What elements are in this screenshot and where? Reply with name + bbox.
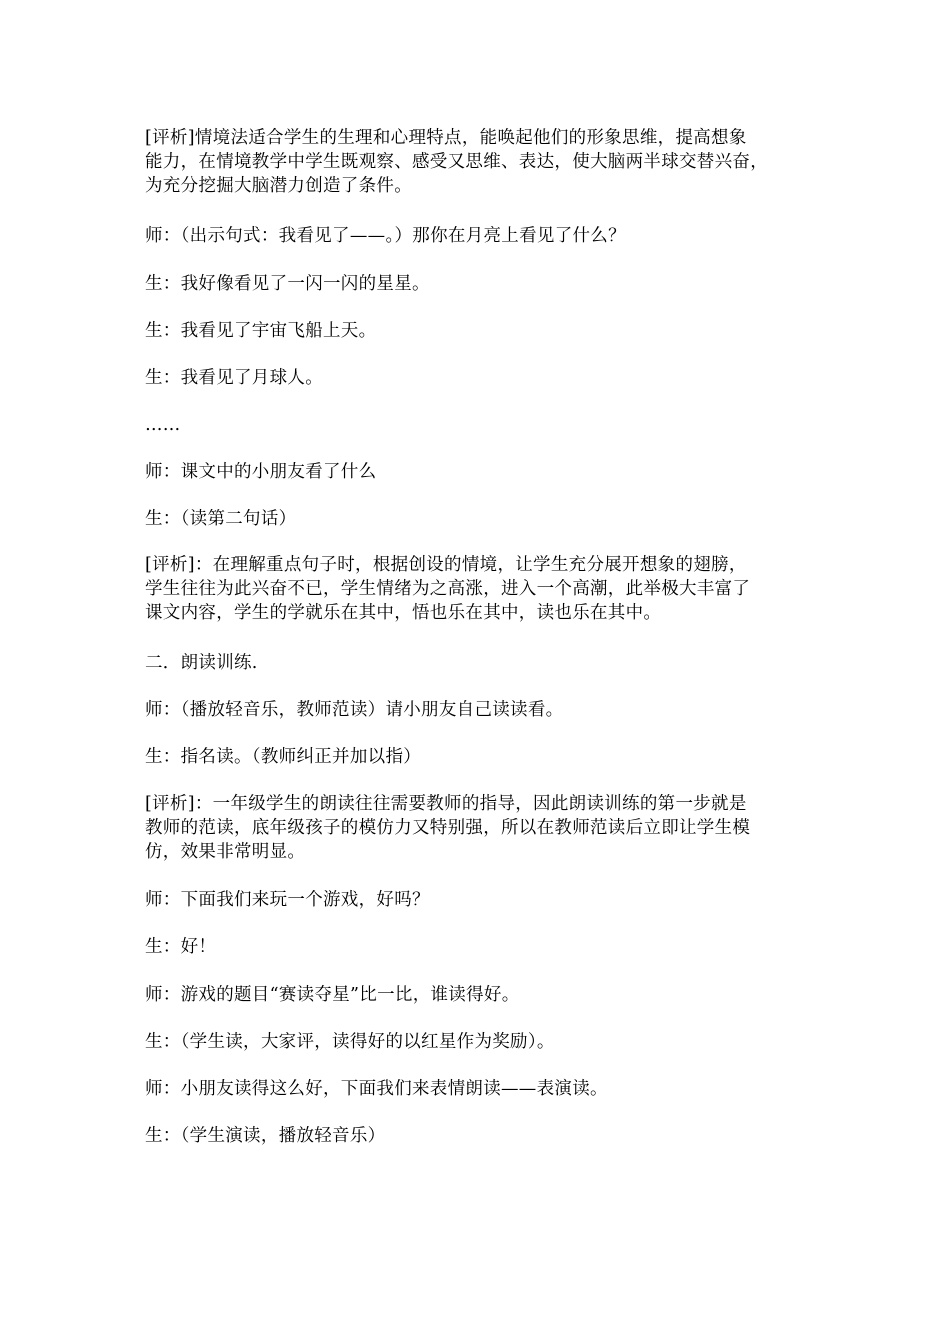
- dialogue-line: [145, 698, 815, 722]
- text-line: 师：小朋友读得这么好，下面我们来表情朗读——表演读。: [145, 1079, 608, 1099]
- dialogue-line: [145, 1124, 815, 1148]
- text-line: 生：指名读。（教师纠正并加以指）: [145, 747, 422, 767]
- dialogue-line: [145, 507, 815, 531]
- dialogue-line: [145, 745, 815, 769]
- text-line: 生：（学生读，大家评，读得好的以红星作为奖励）。: [145, 1032, 555, 1052]
- dialogue-line: [145, 1077, 815, 1101]
- text-line: [评析]：在理解重点句子时，根据创设的情境，让学生充分展开想象的翅膀，: [145, 555, 747, 575]
- commentary-paragraph: [145, 553, 815, 625]
- text-line: 学生往往为此兴奋不已，学生情绪为之高涨，进入一个高潮，此举极大丰富了: [145, 579, 751, 599]
- dialogue-line: [145, 460, 815, 484]
- ellipsis-line: [145, 413, 815, 437]
- text-line: [评析]：一年级学生的朗读往往需要教师的指导，因此朗读训练的第一步就是: [145, 794, 747, 814]
- text-line: 生：我好像看见了一闪一闪的星星。: [145, 274, 430, 294]
- text-line: 生：（学生演读，播放轻音乐）: [145, 1126, 386, 1146]
- dialogue-line: [145, 366, 815, 390]
- text-line: 师：（播放轻音乐，教师范读）请小朋友自己读读看。: [145, 700, 564, 720]
- text-line: [评析]情境法适合学生的生理和心理特点，能唤起他们的形象思维，提高想象: [145, 128, 747, 148]
- text-line: 生：好！: [145, 937, 217, 957]
- text-line: 课文内容，学生的学就乐在其中，悟也乐在其中，读也乐在其中。: [145, 603, 662, 623]
- text-line: ……: [145, 415, 181, 435]
- dialogue-line: [145, 224, 815, 248]
- text-line: 师：（出示句式：我看见了——。）那你在月亮上看见了什么？: [145, 226, 626, 246]
- dialogue-line: [145, 935, 815, 959]
- text-line: 能力，在情境教学中学生既观察、感受又思维、表达，使大脑两半球交替兴奋，: [145, 152, 768, 172]
- dialogue-line: [145, 272, 815, 296]
- dialogue-line: [145, 319, 815, 343]
- text-line: 师：课文中的小朋友看了什么: [145, 462, 377, 482]
- commentary-paragraph: [145, 792, 815, 864]
- text-line: 生：我看见了月球人。: [145, 368, 323, 388]
- text-line: 师：游戏的题目“赛读夺星”比一比，谁读得好。: [145, 985, 520, 1005]
- text-line: 二．朗读训练.: [145, 653, 258, 673]
- text-line: 为充分挖掘大脑潜力创造了条件。: [145, 176, 412, 196]
- text-line: 生：（读第二句话）: [145, 509, 297, 529]
- dialogue-line: [145, 983, 815, 1007]
- text-line: 仿，效果非常明显。: [145, 842, 306, 862]
- text-line: 生：我看见了宇宙飞船上天。: [145, 321, 377, 341]
- commentary-paragraph: [145, 126, 815, 198]
- section-heading: [145, 651, 815, 675]
- dialogue-line: [145, 1030, 815, 1054]
- dialogue-line: [145, 888, 815, 912]
- text-line: 教师的范读，底年级孩子的模仿力又特别强，所以在教师范读后立即让学生模: [145, 818, 751, 838]
- text-line: 师：下面我们来玩一个游戏，好吗？: [145, 890, 430, 910]
